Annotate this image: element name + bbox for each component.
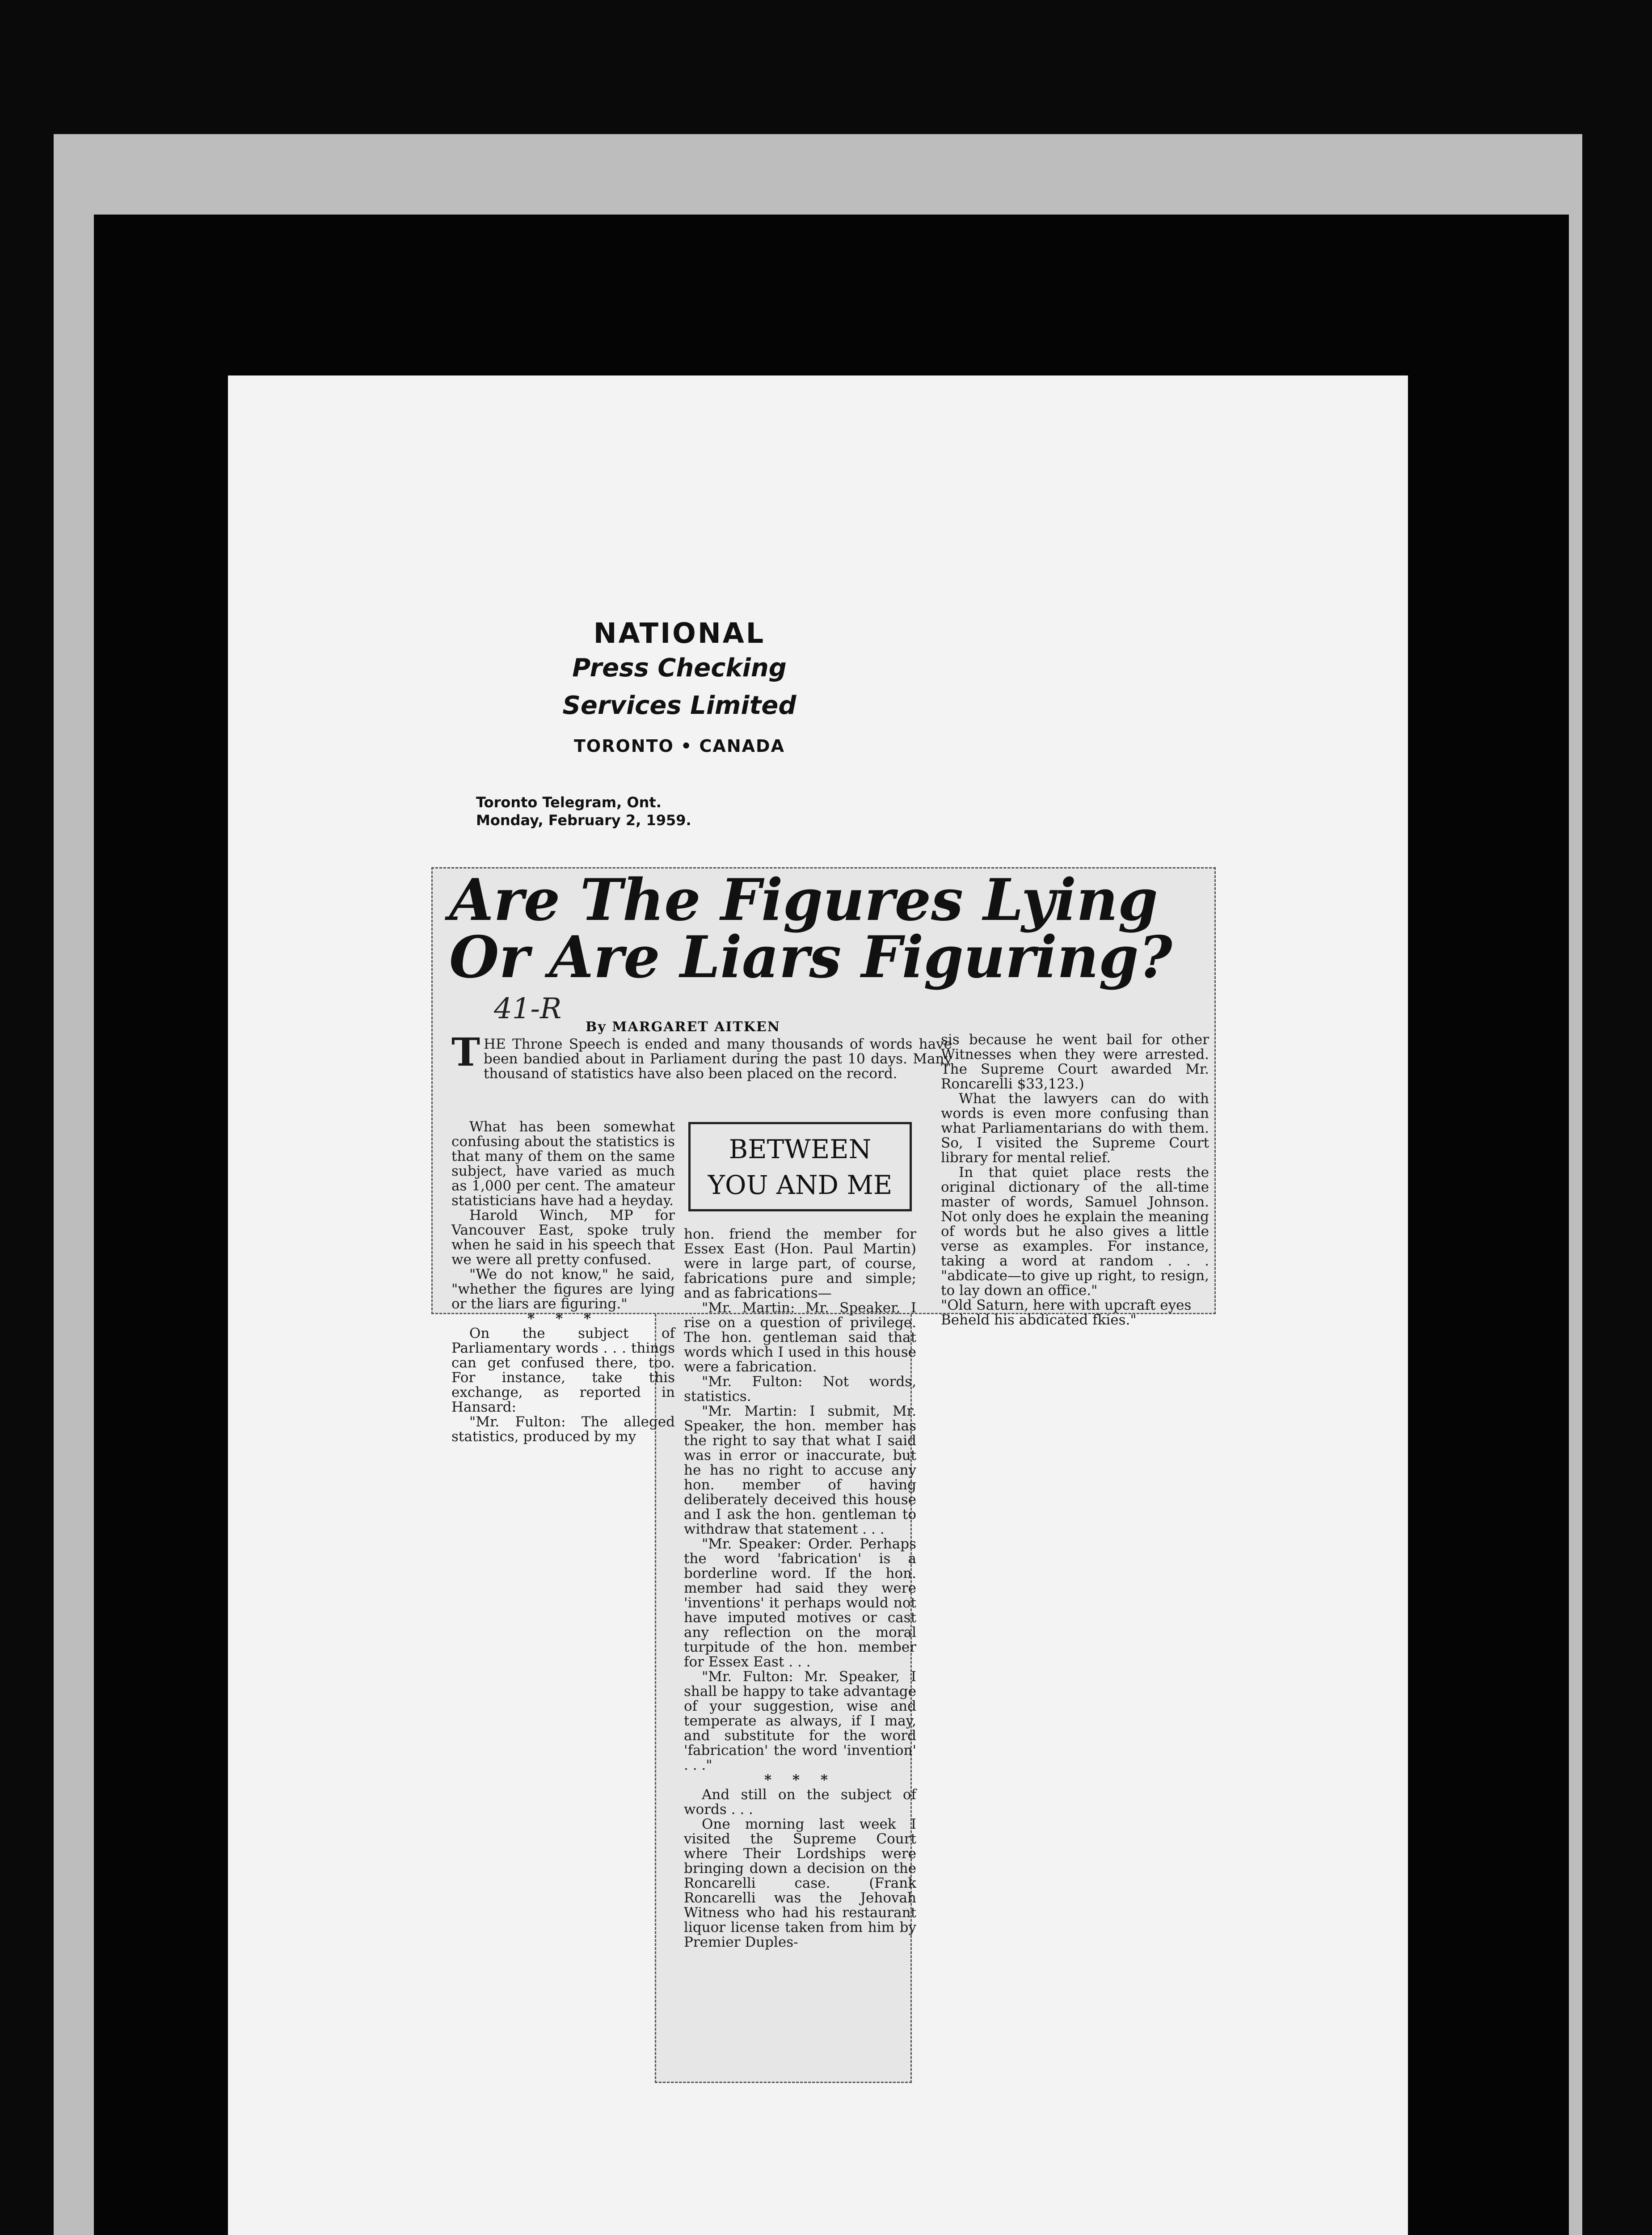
- paragraph: "Mr. Speaker: Order. Perhaps the word 'fabrication' is a borderline word. If the hon. member had said they were 'inventions' it perhaps would not have imputed motives or cast any reflection on the moral turpitude of the hon. member for Essex East . . .: [684, 1536, 916, 1670]
- article-column-2: [684, 1227, 916, 1950]
- article-column-3: [941, 1033, 1209, 1328]
- headline-line-2: Or Are Liars Figuring?: [449, 924, 1172, 991]
- source-date: Monday, February 2, 1959.: [476, 812, 691, 829]
- stamp-line-4: TORONTO • CANADA: [573, 736, 785, 756]
- paragraph: What the lawyers can do with words is even more confusing than what Parliamentarians do with them. So, I visited the Supreme Court library for mental relief.: [941, 1091, 1209, 1166]
- section-break: * * *: [527, 1311, 599, 1327]
- stamp-line-2: Press Checking: [572, 654, 787, 683]
- paragraph: "Mr. Fulton: Not words, statistics.: [684, 1374, 916, 1404]
- drop-cap: T: [451, 1030, 480, 1075]
- verse-line: Beheld his abdicated fkies.": [941, 1312, 1137, 1328]
- paragraph: On the subject of Parliamentary words . . . things can get confused there, too. For instance, take this exchange, as reported in Hansard:: [451, 1325, 675, 1415]
- paragraph: hon. friend the member for Essex East (Hon. Paul Martin) were in large part, of course, fabrications pure and simple; and as fabrications—: [684, 1226, 916, 1301]
- verse-line: "Old Saturn, here with upcraft eyes: [941, 1297, 1192, 1313]
- paragraph: "We do not know," he said, "whether the figures are lying or the liars are figuring.": [451, 1266, 675, 1312]
- source-citation: [476, 793, 691, 829]
- section-break: * * *: [764, 1772, 836, 1788]
- paragraph: "Mr. Martin: Mr. Speaker, I rise on a question of privilege. The hon. gentleman said that words which I used in this house were a fabrication.: [684, 1300, 916, 1375]
- article-column-1: [451, 1120, 675, 1444]
- column-heading-box: [688, 1122, 912, 1211]
- source-paper: Toronto Telegram, Ont.: [476, 794, 662, 811]
- paragraph: "Mr. Fulton: Mr. Speaker, I shall be happy to take advantage of your suggestion, wise and temperate as always, if I may, and substitute for the word 'fabrication' the word 'invention' . . .": [684, 1669, 916, 1773]
- paragraph: Harold Winch, MP for Vancouver East, spoke truly when he said in his speech that we were all pretty confused.: [451, 1207, 675, 1268]
- paragraph: In that quiet place rests the original dictionary of the all-time master of words, Samuel Johnson. Not only does he explain the meaning of words but he also gives a little verse as examples. For instance, taking a word at random . . . "abdicate—to give up right, to resign, to lay down an office.": [941, 1164, 1209, 1299]
- column-heading-line-1: BETWEEN: [729, 1134, 872, 1164]
- lead-text: HE Throne Speech is ended and many thousands of words have been bandied about in Parliament during the past 10 days. Many thousand of statistics have also been placed on the record.: [484, 1036, 952, 1082]
- stamp-line-3: Services Limited: [562, 691, 796, 720]
- column-heading-line-2: YOU AND ME: [708, 1170, 893, 1200]
- paragraph: And still on the subject of words . . .: [684, 1787, 916, 1818]
- stamp-line-1: NATIONAL: [593, 617, 766, 649]
- press-clipping-stamp: [554, 617, 805, 756]
- paragraph: "Mr. Fulton: The alleged statistics, produced by my: [451, 1414, 675, 1445]
- article-lead: [451, 1030, 952, 1082]
- handwritten-note: 41-R: [494, 992, 562, 1025]
- paragraph: One morning last week I visited the Supreme Court where Their Lordships were bringing down a decision on the Roncarelli case. (Frank Roncarelli was the Jehovah Witness who had his restaurant liquor license taken from him by Premier Duples-: [684, 1816, 916, 1950]
- article-byline: By MARGARET AITKEN: [586, 1019, 781, 1035]
- paragraph: sis because he went bail for other Witnesses when they were arrested. The Supreme Court awarded Mr. Roncarelli $33,123.): [941, 1032, 1209, 1092]
- headline-line-1: Are The Figures Lying: [449, 867, 1158, 934]
- article-headline: [449, 867, 1209, 991]
- paragraph: "Mr. Martin: I submit, Mr. Speaker, the hon. member has the right to say that what I said was in error or inaccurate, but he has no right to accuse any hon. member of having deliberately deceived this house and I ask the hon. gentleman to withdraw that statement . . .: [684, 1403, 916, 1537]
- paragraph: What has been somewhat confusing about the statistics is that many of them on the same subject, have varied as much as 1,000 per cent. The amateur statisticians have had a heyday.: [451, 1119, 675, 1209]
